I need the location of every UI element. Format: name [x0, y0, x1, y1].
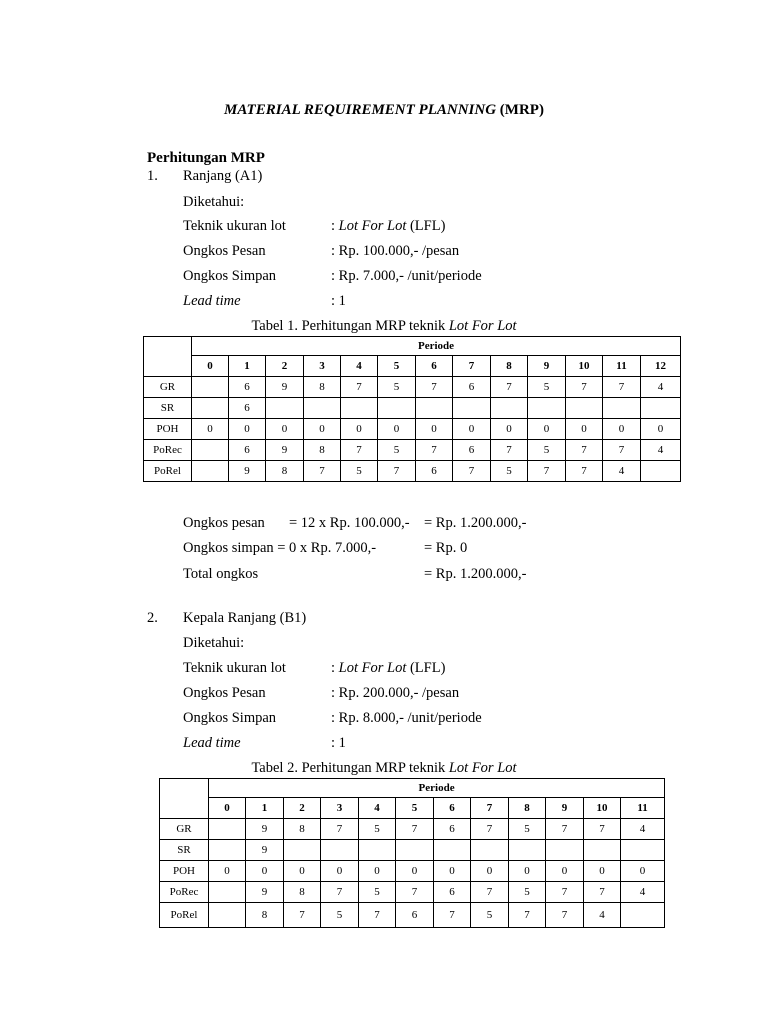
page-title-suffix: (MRP)	[496, 102, 544, 118]
table-row	[160, 779, 665, 798]
table-cell: 6	[416, 461, 453, 482]
table-cell	[621, 840, 665, 861]
period-cell: 7	[453, 356, 491, 377]
cost-holding-label: Ongkos simpan = 0 x Rp. 7.000,-	[183, 540, 377, 556]
table-cell: 9	[246, 840, 284, 861]
table-cell: 5	[359, 819, 396, 840]
table-cell	[284, 840, 321, 861]
period-header: Periode	[209, 779, 665, 798]
table-cell: 5	[378, 440, 416, 461]
table-cell: 7	[584, 882, 621, 903]
item-2-param-lead-value: : 1	[331, 735, 346, 751]
period-cell: 0	[209, 798, 246, 819]
table-row	[144, 461, 681, 482]
period-cell: 2	[266, 356, 304, 377]
table-cell: 8	[284, 882, 321, 903]
mrp-table-2	[159, 778, 665, 928]
table-cell	[304, 398, 341, 419]
table-cell: 7	[491, 440, 528, 461]
item-1-param-pesan-label: Ongkos Pesan	[183, 243, 266, 259]
table-cell: 0	[641, 419, 681, 440]
table-cell: 5	[471, 903, 509, 928]
table-cell	[453, 398, 491, 419]
row-label-porel: PoRel	[160, 903, 209, 928]
item-1-param-pesan-value: : Rp. 100.000,- /pesan	[331, 243, 460, 259]
table-cell: 6	[229, 440, 266, 461]
table-cell: 0	[434, 861, 471, 882]
period-cell: 1	[229, 356, 266, 377]
item-1-number: 1.	[147, 168, 158, 184]
table-cell	[192, 440, 229, 461]
period-cell: 5	[396, 798, 434, 819]
period-cell: 2	[284, 798, 321, 819]
table-cell: 7	[396, 819, 434, 840]
table-cell: 0	[341, 419, 378, 440]
table-cell: 0	[584, 861, 621, 882]
table-cell: 8	[246, 903, 284, 928]
table-cell: 0	[266, 419, 304, 440]
table-row	[144, 440, 681, 461]
table-cell: 6	[453, 440, 491, 461]
item-1-name: Ranjang (A1)	[183, 168, 263, 184]
item-2-param-lead-label-text: Lead time	[183, 735, 241, 751]
table-cell	[471, 840, 509, 861]
table-cell: 8	[266, 461, 304, 482]
item-1-param-lot-value-italic: Lot For Lot	[338, 218, 407, 234]
period-cell: 6	[434, 798, 471, 819]
table-cell: 4	[641, 440, 681, 461]
table-cell: 5	[359, 882, 396, 903]
item-2-param-pesan-label: Ongkos Pesan	[183, 685, 266, 701]
table-cell: 7	[341, 440, 378, 461]
table-cell: 4	[603, 461, 641, 482]
period-cell: 10	[584, 798, 621, 819]
item-1-param-lead-label-text: Lead time	[183, 293, 241, 309]
period-cell: 9	[528, 356, 566, 377]
table-cell	[528, 398, 566, 419]
table-cell: 7	[566, 440, 603, 461]
period-cell: 10	[566, 356, 603, 377]
table-cell: 0	[284, 861, 321, 882]
table-cell: 7	[584, 819, 621, 840]
item-1-param-lot-value: : Lot For Lot (LFL)	[331, 218, 446, 234]
table-cell: 4	[641, 377, 681, 398]
row-label-poh: POH	[160, 861, 209, 882]
table-row	[144, 337, 681, 356]
period-cell: 12	[641, 356, 681, 377]
period-cell: 4	[359, 798, 396, 819]
table-cell: 9	[266, 440, 304, 461]
period-cell: 9	[546, 798, 584, 819]
item-1-param-simpan-value-text: Rp. 7.000,- /unit/periode	[338, 268, 482, 284]
table-cell: 5	[341, 461, 378, 482]
table-cell: 0	[509, 861, 546, 882]
table-cell	[266, 398, 304, 419]
table-cell	[192, 377, 229, 398]
table-cell: 5	[509, 819, 546, 840]
table-cell	[209, 903, 246, 928]
item-1-param-lead-value-text: 1	[338, 293, 346, 309]
item-2-name: Kepala Ranjang (B1)	[183, 610, 307, 626]
table-cell	[566, 398, 603, 419]
table-cell: 0	[321, 861, 359, 882]
item-2-param-simpan-value-text: Rp. 8.000,- /unit/periode	[338, 710, 482, 726]
period-header: Periode	[192, 337, 681, 356]
period-cell: 4	[341, 356, 378, 377]
table-cell: 7	[396, 882, 434, 903]
period-cell: 3	[321, 798, 359, 819]
cost-order-result: = Rp. 1.200.000,-	[424, 515, 527, 531]
table-cell: 0	[192, 419, 229, 440]
item-2-param-lot-value-italic: Lot For Lot	[338, 660, 407, 676]
period-cell: 11	[603, 356, 641, 377]
period-cell: 0	[192, 356, 229, 377]
table-cell: 6	[453, 377, 491, 398]
table-cell: 7	[416, 440, 453, 461]
period-cell: 11	[621, 798, 665, 819]
table-cell: 7	[528, 461, 566, 482]
table-cell: 0	[491, 419, 528, 440]
period-cell: 8	[509, 798, 546, 819]
table-row	[160, 861, 665, 882]
item-2-param-pesan-value: : Rp. 200.000,- /pesan	[331, 685, 460, 701]
table-cell	[641, 461, 681, 482]
row-label-gr: GR	[160, 819, 209, 840]
table-cell	[209, 882, 246, 903]
table-cell: 9	[246, 882, 284, 903]
table-cell: 7	[546, 882, 584, 903]
table-cell	[416, 398, 453, 419]
table-cell: 6	[434, 819, 471, 840]
table-cell	[192, 461, 229, 482]
table-cell: 7	[509, 903, 546, 928]
table-cell: 5	[528, 440, 566, 461]
table-cell: 7	[416, 377, 453, 398]
table-cell: 0	[621, 861, 665, 882]
table-cell	[359, 840, 396, 861]
table-cell: 6	[229, 398, 266, 419]
table-cell: 9	[229, 461, 266, 482]
row-label-sr: SR	[160, 840, 209, 861]
period-cell: 7	[471, 798, 509, 819]
item-2-number: 2.	[147, 610, 158, 626]
table-2-caption-prefix: Tabel 2. Perhitungan MRP teknik	[251, 760, 449, 776]
table-cell: 7	[471, 882, 509, 903]
cost-order-expr: = 12 x Rp. 100.000,-	[289, 515, 410, 531]
table-cell: 5	[509, 882, 546, 903]
table-cell	[641, 398, 681, 419]
table-cell: 9	[246, 819, 284, 840]
table-cell	[584, 840, 621, 861]
item-1-param-simpan-label: Ongkos Simpan	[183, 268, 277, 284]
table-cell: 0	[566, 419, 603, 440]
table-cell: 7	[321, 819, 359, 840]
table-cell: 8	[284, 819, 321, 840]
page-title	[0, 102, 768, 119]
table-cell	[546, 840, 584, 861]
table-cell	[396, 840, 434, 861]
table-corner-cell	[160, 779, 209, 819]
item-1-given-label: Diketahui:	[183, 194, 245, 210]
item-1-param-pesan-value-text: Rp. 100.000,- /pesan	[338, 243, 460, 259]
period-cell: 3	[304, 356, 341, 377]
table-cell	[192, 398, 229, 419]
table-row	[160, 840, 665, 861]
table-cell: 7	[471, 819, 509, 840]
table-cell: 6	[229, 377, 266, 398]
table-cell: 7	[359, 903, 396, 928]
cost-holding-result: = Rp. 0	[424, 540, 468, 556]
table-row	[160, 882, 665, 903]
table-cell: 0	[209, 861, 246, 882]
table-1-caption-italic: Lot For Lot	[448, 318, 517, 334]
page-title-italic: MATERIAL REQUIREMENT PLANNING	[224, 102, 497, 118]
mrp-table-1	[143, 336, 681, 482]
table-row	[144, 377, 681, 398]
period-cell: 6	[416, 356, 453, 377]
table-1-caption-prefix: Tabel 1. Perhitungan MRP teknik	[251, 318, 449, 334]
item-2-param-lot-value-suffix: (LFL)	[406, 660, 446, 676]
table-cell: 6	[396, 903, 434, 928]
table-cell: 7	[603, 440, 641, 461]
table-row	[160, 798, 665, 819]
row-label-porec: PoRec	[144, 440, 192, 461]
item-1-param-lot-value-suffix: (LFL)	[406, 218, 446, 234]
item-2-param-simpan-value: : Rp. 8.000,- /unit/periode	[331, 710, 482, 726]
table-row	[144, 356, 681, 377]
item-1-param-simpan-value: : Rp. 7.000,- /unit/periode	[331, 268, 482, 284]
period-cell: 5	[378, 356, 416, 377]
table-cell: 0	[453, 419, 491, 440]
table-cell: 7	[321, 882, 359, 903]
table-row	[144, 419, 681, 440]
table-cell: 5	[378, 377, 416, 398]
table-cell	[378, 398, 416, 419]
item-2-param-simpan-label: Ongkos Simpan	[183, 710, 277, 726]
table-row	[160, 819, 665, 840]
row-label-porel: PoRel	[144, 461, 192, 482]
table-cell: 8	[304, 377, 341, 398]
table-cell: 4	[621, 819, 665, 840]
table-cell: 5	[491, 461, 528, 482]
table-cell: 4	[621, 882, 665, 903]
table-cell: 0	[378, 419, 416, 440]
table-cell	[603, 398, 641, 419]
table-cell: 4	[584, 903, 621, 928]
section-heading: Perhitungan MRP	[147, 150, 265, 166]
item-1-param-lead-label	[183, 293, 241, 310]
table-2-caption-italic: Lot For Lot	[448, 760, 517, 776]
table-cell: 7	[546, 819, 584, 840]
table-cell	[621, 903, 665, 928]
row-label-gr: GR	[144, 377, 192, 398]
row-label-porec: PoRec	[160, 882, 209, 903]
table-cell: 0	[396, 861, 434, 882]
item-2-param-lot-value: : Lot For Lot (LFL)	[331, 660, 446, 676]
table-cell: 7	[304, 461, 341, 482]
table-cell: 9	[266, 377, 304, 398]
table-cell: 0	[546, 861, 584, 882]
cost-total-result: = Rp. 1.200.000,-	[424, 566, 527, 582]
table-cell: 8	[304, 440, 341, 461]
table-cell: 7	[546, 903, 584, 928]
table-cell: 0	[471, 861, 509, 882]
table-cell: 7	[603, 377, 641, 398]
cost-order-label: Ongkos pesan	[183, 515, 265, 531]
row-label-sr: SR	[144, 398, 192, 419]
table-cell: 0	[528, 419, 566, 440]
table-corner-cell	[144, 337, 192, 377]
table-cell	[491, 398, 528, 419]
table-cell: 0	[359, 861, 396, 882]
table-cell	[321, 840, 359, 861]
table-1-caption	[0, 318, 768, 335]
table-cell: 7	[566, 377, 603, 398]
table-2-caption	[0, 760, 768, 777]
item-2-param-lead-label	[183, 735, 241, 752]
table-cell	[209, 819, 246, 840]
table-cell	[434, 840, 471, 861]
table-cell: 5	[528, 377, 566, 398]
table-cell: 7	[341, 377, 378, 398]
table-cell	[209, 840, 246, 861]
table-row	[144, 398, 681, 419]
table-cell: 7	[566, 461, 603, 482]
table-cell: 0	[603, 419, 641, 440]
table-cell: 7	[284, 903, 321, 928]
row-label-poh: POH	[144, 419, 192, 440]
item-1-param-lead-value: : 1	[331, 293, 346, 309]
period-cell: 1	[246, 798, 284, 819]
table-cell: 7	[491, 377, 528, 398]
period-cell: 8	[491, 356, 528, 377]
item-1-param-lot-label: Teknik ukuran lot	[183, 218, 286, 234]
table-cell: 0	[304, 419, 341, 440]
table-cell: 0	[229, 419, 266, 440]
table-cell	[509, 840, 546, 861]
table-cell: 0	[246, 861, 284, 882]
table-cell: 6	[434, 882, 471, 903]
table-cell: 5	[321, 903, 359, 928]
item-2-param-lead-value-text: 1	[338, 735, 346, 751]
table-row	[160, 903, 665, 928]
item-2-param-pesan-value-text: Rp. 200.000,- /pesan	[338, 685, 460, 701]
cost-total-label: Total ongkos	[183, 566, 259, 582]
table-cell: 0	[416, 419, 453, 440]
table-cell: 7	[453, 461, 491, 482]
table-cell: 7	[434, 903, 471, 928]
table-cell	[341, 398, 378, 419]
item-2-param-lot-label: Teknik ukuran lot	[183, 660, 286, 676]
table-cell: 7	[378, 461, 416, 482]
item-2-given-label: Diketahui:	[183, 635, 245, 651]
